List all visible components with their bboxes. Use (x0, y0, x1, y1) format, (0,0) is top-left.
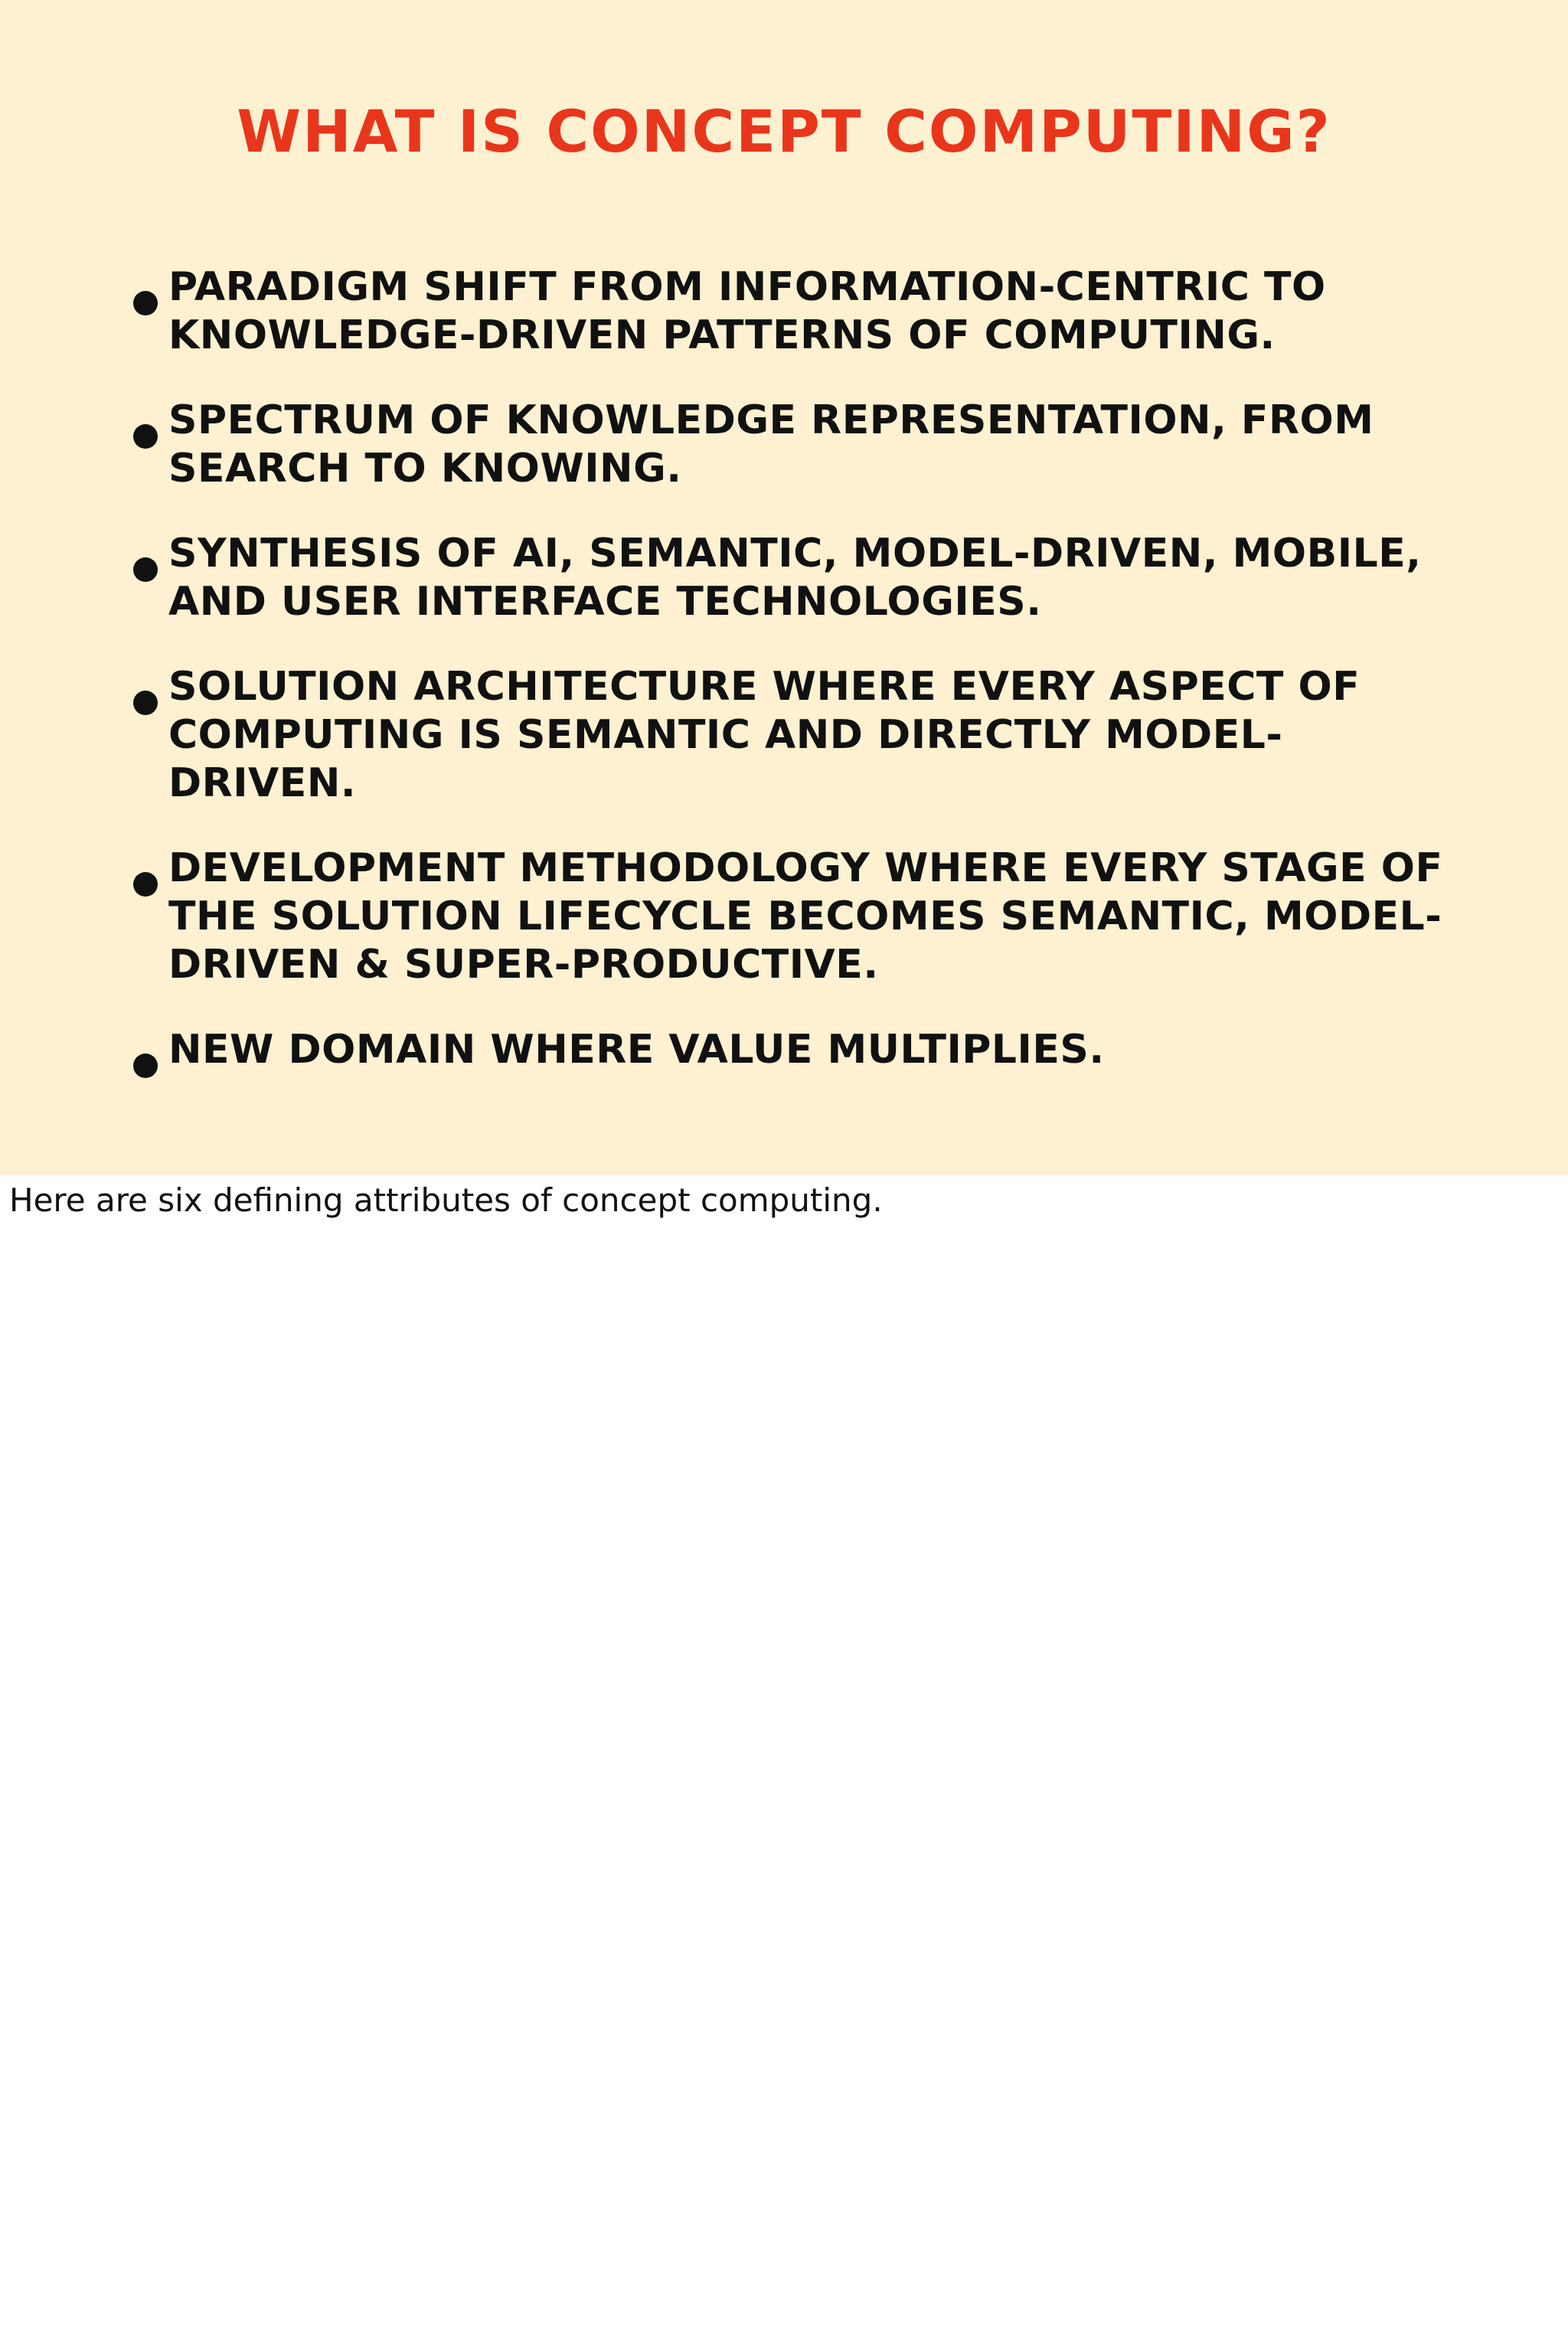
bullet-text: SPECTRUM OF KNOWLEDGE REPRESENTATION, FROM SEARCH TO KNOWING. (168, 397, 1374, 492)
bullet-text: DEVELOPMENT METHODOLOGY WHERE EVERY STAGE OF THE SOLUTION LIFECYCLE BECOMES SEMANTIC, MODEL-DRIVEN & SUPER-PRODUCTIVE. (168, 845, 1443, 988)
slide-title: WHAT IS CONCEPT COMPUTING? (237, 97, 1331, 165)
bullet-text: NEW DOMAIN WHERE VALUE MULTIPLIES. (168, 1027, 1105, 1073)
bullet-list (129, 263, 1446, 1111)
bullet-item (129, 663, 1446, 808)
bullet-dot-icon (133, 291, 158, 315)
bullet-item (129, 263, 1446, 360)
bullet-item (129, 397, 1446, 493)
slide-caption: Here are six defining attributes of concept computing. (9, 1181, 883, 1219)
bullet-item (129, 845, 1446, 989)
bullet-text: SOLUTION ARCHITECTURE WHERE EVERY ASPECT OF COMPUTING IS SEMANTIC AND DIRECTLY MODEL-DRIVEN. (168, 664, 1361, 806)
bullet-item (129, 1026, 1446, 1074)
bullet-dot-icon (133, 424, 158, 449)
bullet-dot-icon (133, 691, 158, 715)
bullet-text: PARADIGM SHIFT FROM INFORMATION-CENTRIC TO KNOWLEDGE-DRIVEN PATTERNS OF COMPUTING. (168, 264, 1326, 358)
bullet-item (129, 530, 1446, 626)
bullet-dot-icon (133, 1054, 158, 1078)
bullet-text: SYNTHESIS OF AI, SEMANTIC, MODEL-DRIVEN, MOBILE, AND USER INTERFACE TECHNOLOGIES. (168, 531, 1422, 625)
bullet-dot-icon (133, 557, 158, 582)
bullet-dot-icon (133, 872, 158, 897)
